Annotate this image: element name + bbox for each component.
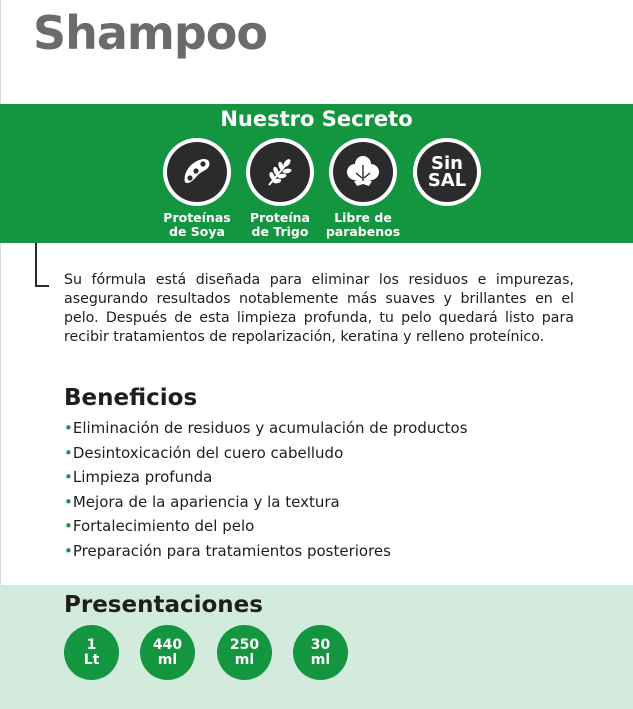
size-amount: 30 [310, 636, 331, 653]
bullet-icon: • [64, 492, 73, 511]
benefit-text: Preparación para tratamientos posteriores [72, 541, 391, 560]
sin-sal-text [428, 155, 466, 189]
bullet-icon: • [64, 468, 73, 486]
bullet-icon: • [64, 541, 73, 560]
benefit-text: Desintoxicación del cuero cabelludo [72, 443, 344, 462]
bracket-line [35, 243, 37, 287]
size-badge [293, 625, 348, 680]
sal-text: SAL [427, 170, 467, 191]
badge-wheat [246, 138, 314, 206]
sin-sal-icon [417, 142, 477, 202]
badge-label-line: Proteína [250, 210, 310, 225]
sin-text: Sin [431, 153, 463, 174]
size-amount: 250 [229, 636, 260, 653]
wheat-icon [250, 142, 310, 202]
size-badge [64, 625, 119, 680]
list-item [64, 465, 468, 490]
presentations-title: Presentaciones [64, 592, 263, 618]
badge-label-wheat [235, 211, 325, 239]
size-unit: ml [310, 651, 331, 668]
product-description: Su fórmula está diseñada para eliminar los residuos e impurezas, asegurando resultados notablemente más suaves y brillantes en el pelo. Después de esta limpieza profunda, tu pelo quedará listo para recibir tratamientos de repolarización, keratina y relleno proteínico. [64, 272, 574, 345]
badge-label-line: Libre de [334, 210, 392, 225]
badge-sin-sal [413, 138, 481, 206]
size-badge [217, 625, 272, 680]
badge-label-line: de Soya [169, 224, 225, 239]
size-unit: ml [234, 651, 255, 668]
bullet-icon: • [64, 517, 73, 535]
bracket-line [35, 285, 49, 287]
badge-label-soy [152, 211, 242, 239]
bullet-icon: • [64, 443, 73, 462]
badge-paraben-free [329, 138, 397, 206]
benefit-text: Eliminación de residuos y acumulación de productos [72, 419, 468, 437]
size-amount: 440 [152, 636, 183, 653]
list-item [64, 514, 468, 539]
size-amount: 1 [86, 636, 97, 653]
cotton-icon [333, 142, 393, 202]
badge-label-line: parabenos [325, 224, 401, 239]
list-item [64, 490, 468, 515]
size-unit: ml [157, 651, 178, 668]
list-item [64, 539, 468, 564]
secret-title: Nuestro Secreto [220, 107, 413, 131]
soy-bean-icon [167, 142, 227, 202]
benefit-text: Limpieza profunda [72, 468, 213, 486]
size-badge [140, 625, 195, 680]
badge-label-paraben-free [318, 211, 408, 239]
list-item [64, 441, 468, 466]
benefits-list [64, 416, 468, 563]
badge-label-line: de Trigo [251, 224, 309, 239]
benefit-text: Fortalecimiento del pelo [72, 517, 255, 535]
size-unit: Lt [83, 651, 100, 668]
bullet-icon: • [64, 419, 73, 437]
badge-label-line: Proteínas [163, 210, 231, 225]
page-title: Shampoo [33, 6, 267, 60]
list-item [64, 416, 468, 441]
benefits-title: Beneficios [64, 385, 198, 411]
badge-soy [163, 138, 231, 206]
benefit-text: Mejora de la apariencia y la textura [72, 492, 340, 511]
